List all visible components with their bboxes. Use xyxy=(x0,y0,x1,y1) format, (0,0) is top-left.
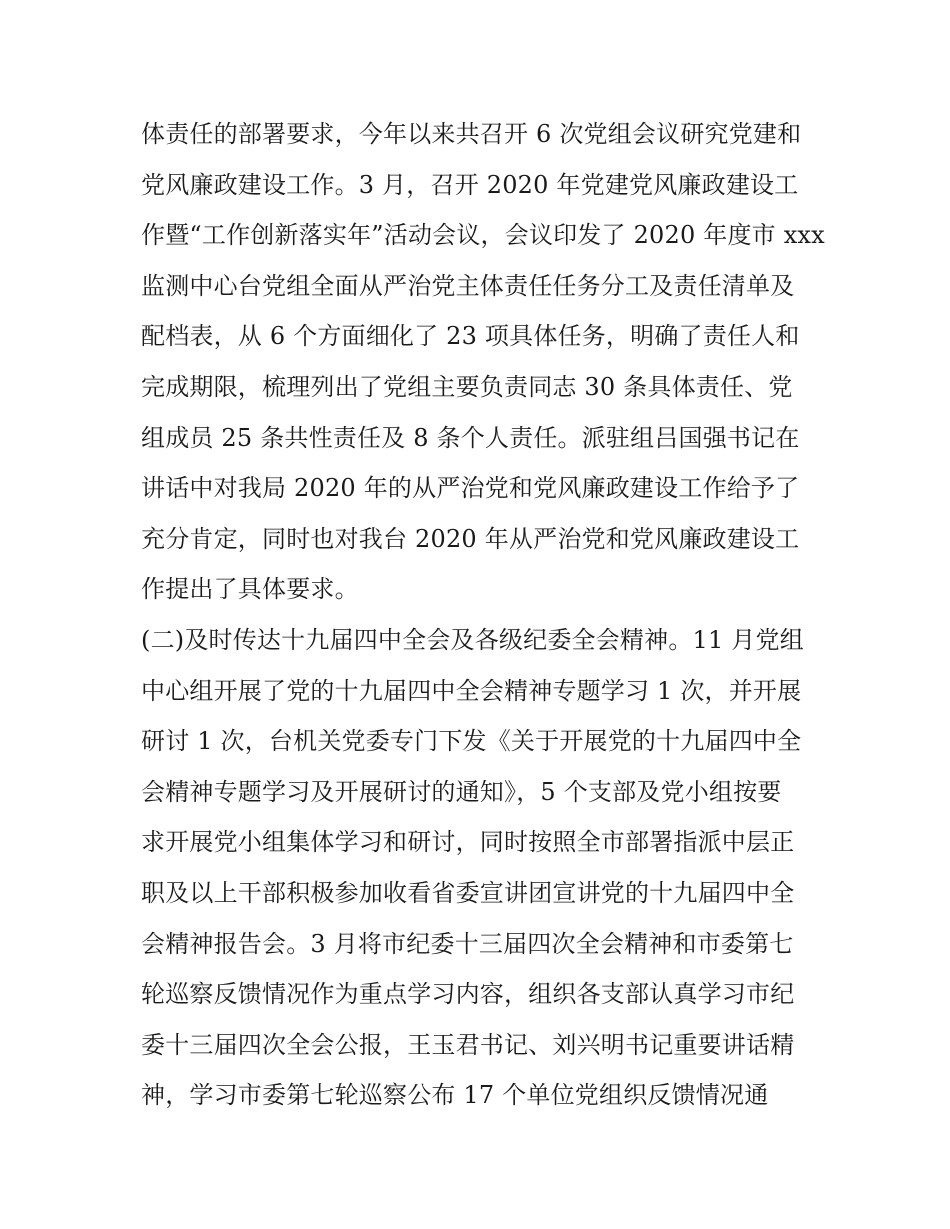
text-line: 讲话中对我局 2020 年的从严治党和党风廉政建设工作给予了 xyxy=(141,474,800,503)
text-line: 会精神报告会。3 月将市纪委十三届四次全会精神和市委第七 xyxy=(141,929,794,958)
text-line: 组成员 25 条共性责任及 8 条个人责任。派驻组吕国强书记在 xyxy=(141,423,800,452)
text-line: 完成期限，梳理列出了党组主要负责同志 30 条具体责任、党 xyxy=(141,372,793,401)
text-line: 研讨 1 次，台机关党委专门下发《关于开展党的十九届四中全 xyxy=(141,727,802,756)
text-line: 配档表，从 6 个方面细化了 23 项具体任务，明确了责任人和 xyxy=(141,322,800,351)
text-line: 轮巡察反馈情况作为重点学习内容，组织各支部认真学习市纪 xyxy=(141,980,795,1009)
text-line: 神，学习市委第七轮巡察公布 17 个单位党组织反馈情况通 xyxy=(141,1081,769,1110)
text-line: 职及以上干部积极参加收看省委宣讲团宣讲党的十九届四中全 xyxy=(141,878,795,907)
text-line: 体责任的部署要求，今年以来共召开 6 次党组会议研究党建和 xyxy=(141,120,802,148)
text-line: 会精神专题学习及开展研讨的通知》，5 个支部及党小组按要 xyxy=(141,777,782,806)
text-line: 监测中心台党组全面从严治党主体责任任务分工及责任清单及 xyxy=(141,271,795,300)
text-line: 作暨“工作创新落实年”活动会议，会议印发了 2020 年度市 xxx xyxy=(141,221,825,250)
text-line: 作提出了具体要求。 xyxy=(141,575,359,604)
body-text xyxy=(141,109,831,1121)
section-heading-line: (二)及时传达十九届四中全会及各级纪委全会精神。11 月党组 xyxy=(141,625,804,654)
text-line: 委十三届四次全会公报，王玉君书记、刘兴明书记重要讲话精 xyxy=(141,1030,795,1059)
text-line: 党风廉政建设工作。3 月，召开 2020 年党建党风廉政建设工 xyxy=(141,170,799,199)
text-line: 求开展党小组集体学习和研讨，同时按照全市部署指派中层正 xyxy=(141,828,795,857)
text-line: 中心组开展了党的十九届四中全会精神专题学习 1 次，并开展 xyxy=(141,676,802,705)
text-line: 充分肯定，同时也对我台 2020 年从严治党和党风廉政建设工 xyxy=(141,524,800,553)
